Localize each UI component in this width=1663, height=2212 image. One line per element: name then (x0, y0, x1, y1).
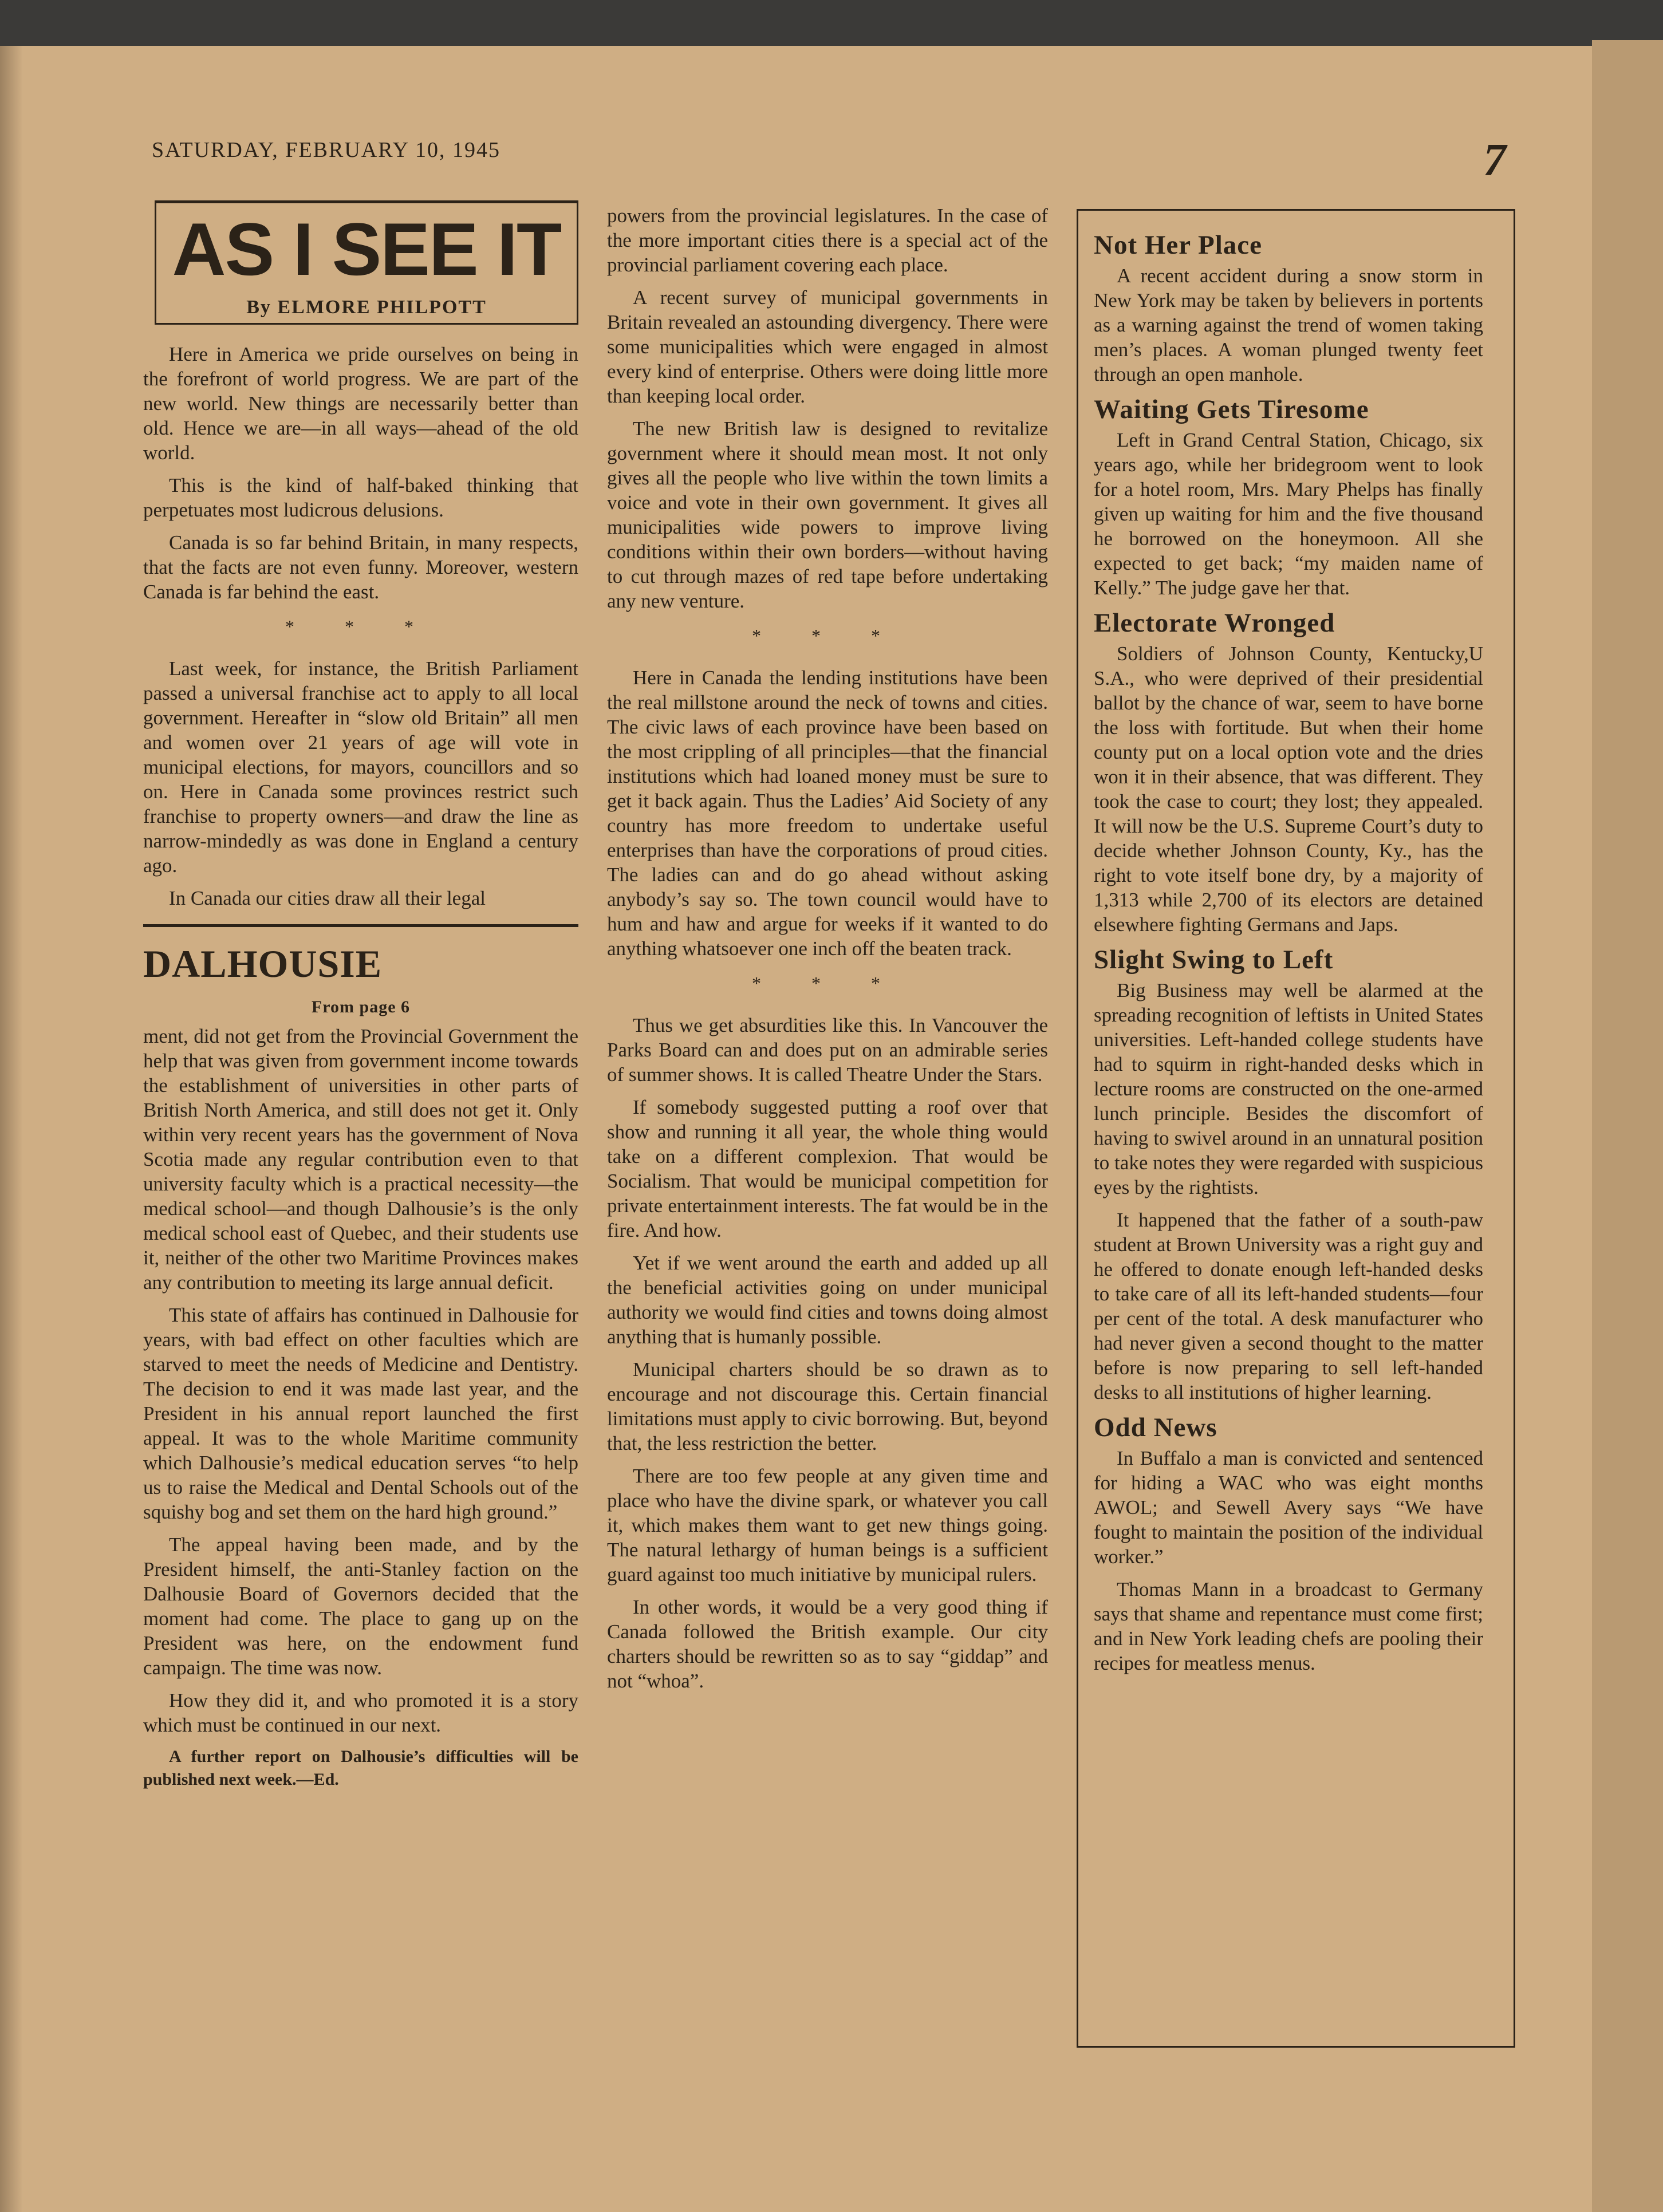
column-3 (1094, 223, 1483, 1683)
paragraph: Last week, for instance, the British Parliament passed a universal franchise act to apply to all local government. Hereafter in “slow old Britain” all men and women over 21 years of age will vote in municipal elections, for mayors, councillors and so on. Here in Canada some provinces restrict such franchise to property owners—and draw the line as narrow-mindedly as was done in England a century ago. (143, 657, 578, 877)
paragraph: Thus we get absurdities like this. In Vancouver the Parks Board can and does put on an admirable series of summer shows. It is called Theatre Under the Stars. (607, 1014, 1048, 1086)
paragraph: This state of affairs has continued in Dalhousie for years, with bad effect on other faculties which are starved to meet the needs of Medicine and Dentistry. The decision to end it was made last year, and the President in his annual report launched the first appeal. It was to the whole Maritime community which Dalhousie’s medical education serves “to help us to raise the Medical and Dental Schools out of the squishy bog and set them on the hard high ground.” (143, 1304, 578, 1523)
section-separator: * * * (752, 625, 903, 646)
sidebar-heading: Not Her Place (1094, 230, 1263, 260)
paragraph: A recent survey of municipal governments in Britain revealed an astounding divergency. There were some municipalities which were engaged in almost every kind of enterprise. Others were doing little more than keeping local order. (607, 286, 1048, 407)
column-1 (143, 200, 578, 1799)
sidebar-heading: Slight Swing to Left (1094, 945, 1334, 975)
paragraph: The appeal having been made, and by the President himself, the anti-Stanley faction on the Dalhousie Board of Governors decided that the moment had come. The place to gang up on the President was here, on the endowment fund campaign. The time was now. (143, 1533, 578, 1679)
paragraph: There are too few people at any given time and place who have the divine spark, or whatever you call it, which makes them want to get new things going. The natural lethargy of human beings is a sufficient guard against too much initiative by municipal rulers. (607, 1465, 1048, 1586)
continued-from-note: From page 6 (311, 997, 411, 1016)
sidebar-heading: Odd News (1094, 1413, 1217, 1442)
section-separator: * * * (285, 616, 436, 637)
paragraph: In other words, it would be a very good thing if Canada followed the British example. Our city charters should be rewritten so as to say “giddap” and not “whoa”. (607, 1596, 1048, 1692)
paragraph: Thomas Mann in a broadcast to Germany says that shame and repentance must come first; and in New York leading chefs are pooling their recipes for meatless menus. (1094, 1578, 1483, 1674)
column-masthead (155, 200, 578, 325)
sidebar-heading: Electorate Wronged (1094, 608, 1335, 638)
column-title: AS I SEE IT (172, 207, 561, 291)
paragraph: Big Business may well be alarmed at the spreading recognition of leftists in United States universities. Left-handed college students have had to squirm in right-handed desks which in lecture rooms are constructed on the one-armed lunch principle. Besides the discomfort of having to swivel around in an unnatural position to take notes they were regarded with suspicious eyes by the rightists. (1094, 979, 1483, 1198)
paragraph: Municipal charters should be so drawn as to encourage and not discourage this. Certain financial limitations must apply to civic borrowing. But, beyond that, the less restriction the better. (607, 1358, 1048, 1454)
paragraph: It happened that the father of a south-paw student at Brown University was a right guy and he offered to donate enough left-handed desks to take care of all its left-handed students—four per cent of the total. A desk manufacturer who had never given a second thought to the matter before is now preparing to sell left-handed desks to all institutions of higher learning. (1094, 1209, 1483, 1403)
page-number: 7 (1483, 135, 1506, 186)
column-2 (607, 203, 1048, 1701)
paragraph: Here in Canada the lending institutions have been the real millstone around the neck of towns and cities. The civic laws of each province have been based on the most crippling of all principles—that the financial institutions which had loaned money must be sure to get it back again. Thus the Ladies’ Aid Society of any country has more freedom to undertake useful enterprises than have the corporations of proud cities. The ladies can and do go ahead without asking anybody’s say so. The town council would have to hum and haw and argue for weeks if it wanted to do anything whatsoever one inch off the beaten track. (607, 667, 1048, 960)
byline: By ELMORE PHILPOTT (246, 297, 487, 318)
page-date: SATURDAY, FEBRUARY 10, 1945 (152, 138, 501, 162)
paragraph: The new British law is designed to revitalize government where it should mean most. It not only gives all the people who live within the town limits a voice and vote in their own government. It gives all municipalities wide powers to improve living conditions within their own borders—without having to cut through mazes of red tape before undertaking any new venture. (607, 417, 1048, 612)
paragraph: In Canada our cities draw all their legal (169, 887, 486, 909)
paragraph: powers from the provincial legislatures. In the case of the more important cities there is a special act of the provincial parliament covering each place. (607, 204, 1048, 276)
paragraph: Soldiers of Johnson County, Kentucky,U S.A., who were deprived of their presidential ballot by the chance of war, seem to have borne the loss with fortitude. But when their home county put on a local option vote and the dries won it in their absence, that was different. They took the case to court; they lost; they appealed. It will now be the U.S. Supreme Court’s duty to decide whether Johnson County, Ky., has the right to vote itself bone dry, by a majority of 1,313 while 2,700 of its electors are detained elsewhere fighting Germans and Japs. (1094, 642, 1483, 936)
sidebar-heading: Waiting Gets Tiresome (1094, 395, 1369, 424)
paragraph: ment, did not get from the Provincial Government the help that was given from government income towards the establishment of universities in other parts of British North America, and still does not get it. Only within very recent years has the government of Nova Scotia made any regular contribution even to that university faculty which is a practical necessity—the medical school—and though Dalhousie’s is the only medical school east of Quebec, and their students use it, neither of the other two Maritime Provinces makes any contribution to meeting its large annual deficit. (143, 1025, 578, 1294)
paragraph: How they did it, and who promoted it is a story which must be continued in our next. (143, 1689, 578, 1736)
editor-note: A further report on Dalhousie’s difficulties will be published next week.—Ed. (143, 1747, 578, 1789)
paragraph: In Buffalo a man is convicted and sentenced for hiding a WAC who was eight months AWOL; and Sewell Avery says “We have fought to maintain the position of the individual worker.” (1094, 1447, 1483, 1568)
horizontal-rule (143, 924, 578, 927)
paragraph: A recent accident during a snow storm in New York may be taken by believers in portents as a warning against the trend of women taking men’s places. A woman plunged twenty feet through an open manhole. (1094, 265, 1483, 385)
fold-shadow (0, 46, 23, 2212)
paragraph: If somebody suggested putting a roof over that show and running it all year, the whole thing would take on a different complexion. That would be Socialism. That would be municipal competition for private entertainment interests. The fat would be in the fire. And how. (607, 1096, 1048, 1241)
paragraph: Left in Grand Central Station, Chicago, six years ago, while her bridegroom went to look for a hotel room, Mrs. Mary Phelps has finally given up waiting for him and the five thousand he borrowed on the honeymoon. All she expected to get back; “my maiden name of Kelly.” The judge gave her that. (1094, 429, 1483, 599)
paragraph: Here in America we pride ourselves on being in the forefront of world progress. We are part of the new world. New things are necessarily better than old. Hence we are—in all ways—ahead of the old world. (143, 343, 578, 464)
section-separator: * * * (752, 973, 903, 993)
paragraph: This is the kind of half-baked thinking that perpetuates most ludicrous delusions. (143, 474, 578, 521)
page-edge (1592, 40, 1663, 2212)
paragraph: Yet if we went around the earth and added up all the beneficial activities going on under municipal authority we would find cities and towns doing almost anything that is humanly possible. (607, 1252, 1048, 1348)
paragraph: Canada is so far behind Britain, in many respects, that the facts are not even funny. Moreover, western Canada is far behind the east. (143, 531, 578, 603)
dalhousie-heading: DALHOUSIE (143, 942, 383, 985)
